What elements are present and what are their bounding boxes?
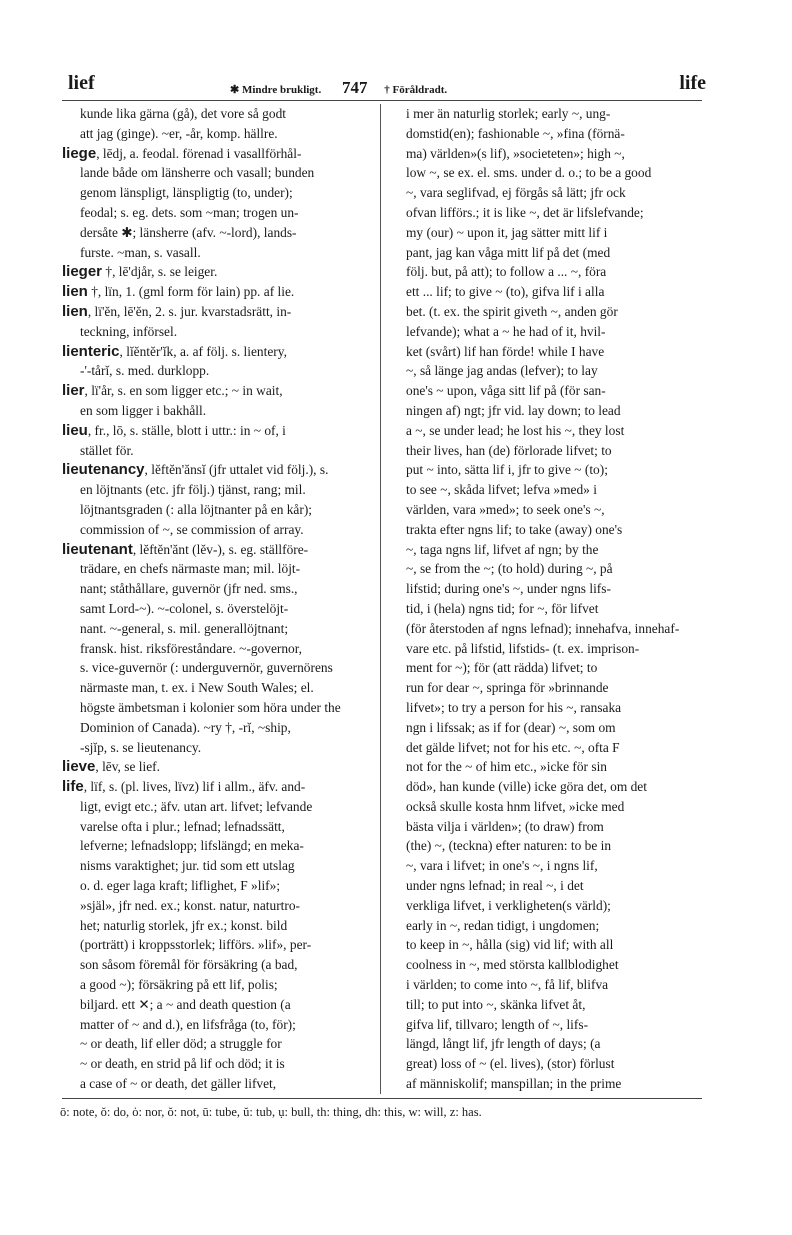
left-column-line: dersåte ✱; länsherre (afv. ~-lord), lands- — [80, 224, 297, 240]
page-header — [60, 72, 706, 100]
right-column-line: lefvande); what a ~ he had of it, hvil- — [406, 323, 606, 339]
left-column-line: furste. ~man, s. vasall. — [80, 244, 201, 260]
right-column-line: ma) världen»(s lif), »societeten»; high ~, — [406, 145, 625, 161]
left-column-line: stället för. — [80, 442, 134, 458]
right-column-line: verkliga lifvet, i verkligheten(s värld); — [406, 897, 611, 913]
footer-rule — [62, 1098, 702, 1099]
left-column-line: biljard. ett ✕; a ~ and death question (a — [80, 996, 291, 1012]
left-column-line: lien, lï'ĕn, lē'ĕn, 2. s. jur. kvarstadsrätt, in- — [62, 302, 292, 320]
right-column-line: lifstid; during one's ~, under ngns lifs- — [406, 581, 611, 597]
right-column-line: ~, vara i lifvet; in one's ~, i ngns lif, — [406, 858, 598, 874]
left-column-line: lefverne; lefnadslopp; lifslängd; en meka- — [80, 838, 304, 854]
right-column-line: världen, vara »med»; to seek one's ~, — [406, 501, 605, 517]
right-column-line: af människolif; manspillan; in the prime — [406, 1076, 622, 1092]
right-column-line: under ngns lefnad; in real ~, i det — [406, 878, 584, 894]
left-column-line: lienteric, lĭĕntĕr'ĭk, a. af följ. s. lientery, — [62, 342, 287, 360]
headword: life — [62, 778, 84, 796]
right-column-line: ningen af) ngt; jfr vid. lay down; to lead — [406, 402, 621, 418]
right-column-line: ett ... lif; to give ~ (to), gifva lif i alla — [406, 284, 605, 300]
left-column-line: löjtnantsgraden (: alla löjtnanter på en kår); — [80, 501, 313, 517]
left-column-line: att jag (ginge). ~er, -år, komp. hällre. — [80, 125, 278, 141]
left-column-line: högste ämbetsman i kolonier som höra under the — [80, 699, 341, 715]
left-column-line: ligt, evigt etc.; äfv. utan art. lifvet; lefvande — [80, 798, 313, 814]
left-column-line: en som ligger i bakhåll. — [80, 402, 207, 418]
left-column-line: en löjtnants (etc. jfr följ.) tjänst, rang; mil. — [80, 482, 306, 498]
left-column-line: kunde lika gärna (gå), det vore så godt — [80, 106, 286, 121]
headword: lieve — [62, 758, 96, 776]
right-column-line: vare etc. på lifstid, lifstids- (t. ex. imprison- — [406, 640, 640, 656]
left-column-line: teckning, införsel. — [80, 323, 178, 339]
left-column-line: genom länspligt, länspligtig (to, under); — [80, 185, 293, 201]
right-column-line: ~, vara seglifvad, ej förgås så lätt; jfr ock — [406, 185, 626, 201]
right-column-line: det gälde lifvet; not for his etc. ~, ofta F — [406, 739, 620, 755]
right-column-line: one's ~ upon, våga sitt lif på (för san- — [406, 383, 606, 399]
left-column-line: trädare, en chefs närmaste man; mil. löjt- — [80, 561, 301, 577]
left-column-line: liege, lēdj, a. feodal. förenad i vasallförhål- — [62, 144, 302, 162]
left-column-line: a good ~); försäkring på ett lif, polis; — [80, 977, 278, 993]
left-column-line: nant; ståthållare, guvernör (jfr ned. sms., — [80, 581, 298, 597]
right-column-line: följ. but, på att); to follow a ... ~, föra — [406, 264, 607, 280]
left-column-line: Dominion of Canada). ~ry †, -rĭ, ~ship, — [80, 719, 291, 735]
headword: lien — [62, 302, 88, 320]
left-column-line: o. d. eger laga kraft; liflighet, F »lif»; — [80, 878, 281, 894]
left-column-line: varelse ofta i plur.; lefnad; lefnadssätt, — [80, 818, 285, 834]
headword: lieutenancy — [62, 461, 145, 479]
right-column-line: trakta efter ngns lif; to take (away) one's — [406, 521, 623, 537]
dagger-legend: † Föråldradt. — [384, 84, 448, 96]
right-column-line: domstid(en); fashionable ~, »fina (förnä- — [406, 125, 625, 141]
right-column-line: (the) ~, (teckna) efter naturen: to be in — [406, 838, 612, 854]
left-guide-word: lief — [68, 72, 95, 94]
left-column-line: lier, lï'år, s. en som ligger etc.; ~ in wait, — [62, 382, 283, 400]
right-column-line: ~, så länge jag andas (lefver); to lay — [406, 363, 598, 379]
right-column-line: ~, taga ngns lif, lifvet af ngn; by the — [406, 541, 599, 557]
left-column-line: a case of ~ or death, det gäller lifvet, — [80, 1076, 277, 1092]
right-column-line: till; to put into ~, skänka lifvet åt, — [406, 996, 586, 1012]
right-column-line: great) loss of ~ (el. lives), (stor) förlust — [406, 1056, 615, 1072]
right-column-line: bet. (t. ex. the spirit giveth ~, anden gör — [406, 303, 618, 319]
right-column-line: ngn i lifssak; as if for (dear) ~, som om — [406, 719, 616, 735]
right-column-line: också skulle kosta hnm lifvet, »icke med — [406, 798, 625, 814]
right-column-line: pant, jag kan våga mitt lif på det (med — [406, 244, 611, 260]
headword: lier — [62, 382, 85, 400]
left-column-line: samt Lord-~). ~-colonel, s. överstelöjt- — [80, 600, 289, 616]
left-column-line: »själ», jfr ned. ex.; konst. natur, naturtro- — [80, 897, 300, 913]
left-column-line: lande både om länsherre och vasall; bunden — [80, 165, 315, 181]
right-column — [388, 104, 688, 1094]
left-column-line: lieu, fr., lō, s. ställe, blott i uttr.: in ~ of, i — [62, 421, 286, 439]
right-column-line: bästa vilja i världen»; (to draw) from — [406, 818, 604, 834]
right-column-line: i mer än naturlig storlek; early ~, ung- — [406, 106, 611, 121]
page-number: 747 — [341, 78, 368, 97]
right-column-line: early in ~, redan tidigt, i ungdomen; — [406, 917, 600, 933]
left-column-line: lieger †, lē'djår, s. se leiger. — [62, 263, 218, 281]
right-column-line: my (our) ~ upon it, jag sätter mitt lif i — [406, 224, 608, 240]
left-column-line: het; naturlig storlek, jfr ex.; konst. bild — [80, 917, 288, 933]
left-column-line: nisms varaktighet; jur. tid som ett utslag — [80, 858, 295, 874]
right-guide-word: life — [679, 72, 706, 94]
headword: lienteric — [62, 342, 120, 360]
right-column-line: not for the ~ of him etc., »icke för sin — [406, 759, 607, 775]
headword: lieutenant — [62, 540, 133, 558]
pronunciation-key: ō: note, ŏ: do, ȯ: nor, ŏ: not, ū: tube, ŭ: tub, ụ: bull, th: thing, dh: this, w: will, z: has. — [60, 1105, 482, 1119]
right-column-line: lifvet»; to try a person for his ~, ransaka — [406, 699, 622, 715]
left-column-line: (porträtt) i kroppsstorlek; lifförs. »lif», per- — [80, 937, 312, 953]
right-column-line: död», han kunde (ville) icke göra det, om det — [406, 779, 647, 795]
left-column-line: nant. ~-general, s. mil. generallöjtnant; — [80, 620, 289, 636]
left-column-line: -'-tårĭ, s. med. durklopp. — [80, 363, 210, 379]
left-column-line: matter of ~ and d.), en lifsfråga (to, för); — [80, 1016, 296, 1032]
left-column-line: s. vice-guvernör (: underguvernör, guvernörens — [80, 660, 333, 676]
headword: lieger — [62, 263, 103, 281]
left-column-line: fransk. hist. riksföreståndare. ~-governor, — [80, 640, 303, 656]
left-column-line: närmaste man, t. ex. i New South Wales; el. — [80, 680, 314, 696]
left-column-line: -sjĭp, s. se lieutenancy. — [80, 739, 202, 755]
right-column-line: tid, i (hela) ngns tid; for ~, för lifvet — [406, 600, 599, 616]
headword: liege — [62, 144, 97, 162]
left-column — [62, 104, 370, 1094]
left-column-line: ~ or death, lif eller död; a struggle for — [80, 1036, 282, 1052]
right-column-line: put ~ into, sätta lif i, jfr to give ~ (to); — [406, 462, 608, 478]
left-column-line: lieutenant, lĕftĕn'ănt (lĕv-), s. eg. ställföre- — [62, 540, 309, 558]
left-column-line: lieve, lēv, se lief. — [62, 758, 160, 776]
left-column-line: lieutenancy, lĕftĕn'ănsĭ (jfr uttalet vid följ.), s. — [62, 461, 329, 479]
column-divider — [380, 104, 381, 1094]
headword: lien — [62, 283, 88, 301]
right-column-line: to keep in ~, hålla (sig) vid lif; with all — [406, 937, 614, 953]
right-column-line: ket (svårt) lif han förde! while I have — [406, 343, 605, 359]
headword: lieu — [62, 421, 88, 439]
left-column-line: ~ or death, en strid på lif och död; it is — [80, 1056, 285, 1072]
left-column-line: son såsom föremål för försäkring (a bad, — [80, 957, 298, 973]
right-column-line: a ~, se under lead; he lost his ~, they lost — [406, 422, 625, 438]
right-column-line: low ~, se ex. el. sms. under d. o.; to be a good — [406, 165, 652, 181]
right-column-line: i världen; to come into ~, få lif, blifva — [406, 977, 609, 993]
left-column-line: feodal; s. eg. dets. som ~man; trogen un- — [80, 204, 299, 220]
header-center — [230, 78, 447, 98]
right-column-line: run for dear ~, springa för »brinnande — [406, 680, 609, 696]
right-column-line: (för återstoden af ngns lefnad); innehafva, innehaf- — [406, 620, 680, 636]
right-column-line: their lives, han (de) förlorade lifvet; to — [406, 442, 612, 458]
marker-legend: ✱ Mindre brukligt. — [230, 84, 322, 96]
right-column-line: to see ~, skåda lifvet; lefva »med» i — [406, 482, 597, 498]
right-column-line: ment for ~); för (att rädda) lifvet; to — [406, 660, 598, 676]
left-column-line: commission of ~, se commission of array. — [80, 521, 304, 537]
right-column-line: ofvan lifförs.; it is like ~, det är lifslefvande; — [406, 204, 644, 220]
right-column-line: ~, se from the ~; (to hold) during ~, på — [406, 561, 613, 577]
right-column-line: coolness in ~, med största kallblodighet — [406, 957, 619, 973]
header-rule — [62, 100, 702, 101]
left-column-line: life, lïf, s. (pl. lives, lïvz) lif i allm., äfv. and- — [62, 778, 306, 796]
right-column-line: gifva lif, tillvaro; length of ~, lifs- — [406, 1016, 589, 1032]
left-column-line: lien †, lïn, 1. (gml form för lain) pp. af lie. — [62, 283, 295, 301]
right-column-line: längd, långt lif, jfr length of days; (a — [406, 1036, 601, 1052]
